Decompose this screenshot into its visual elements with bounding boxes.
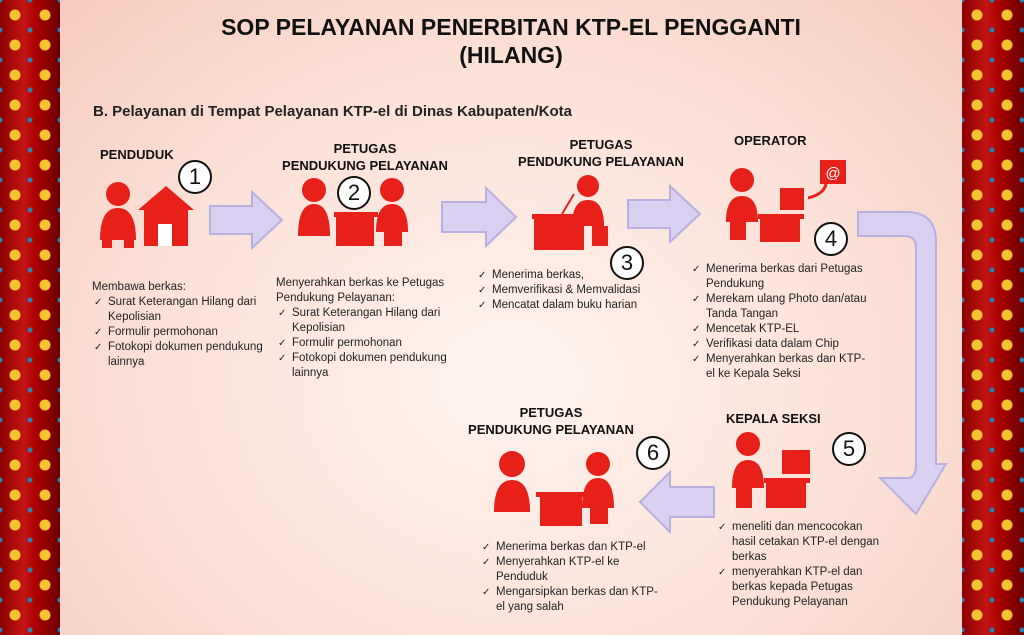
step-6-item: ✓ Mengarsipkan berkas dan KTP-el yang salah: [480, 585, 660, 615]
title-line-1: SOP PELAYANAN PENERBITAN KTP-EL PENGGANTI: [221, 14, 801, 40]
step-5-description: [716, 520, 886, 610]
step-6-item: ✓ Menyerahkan KTP-el ke Penduduk: [480, 555, 660, 585]
section-subtitle: B. Pelayanan di Tempat Pelayanan KTP-el di Dinas Kabupaten/Kota: [93, 103, 573, 120]
step-6-description: [480, 540, 660, 615]
step-1-intro: Membawa berkas:: [92, 281, 186, 293]
step-3-item: ✓ Mencatat dalam buku harian: [476, 298, 656, 313]
step-2-item: ✓ Formulir permohonan: [276, 336, 466, 351]
role-line-1: PETUGAS: [333, 141, 397, 156]
role-line-2: PENDUKUNG PELAYANAN: [468, 422, 634, 437]
step-3-item: ✓ Menerima berkas,: [476, 268, 656, 283]
role-line-2: PENDUKUNG PELAYANAN: [282, 158, 448, 173]
arrow-right-icon: [440, 186, 518, 248]
step-number-5: 5: [832, 432, 866, 466]
title-line-2: (HILANG): [459, 42, 563, 68]
step-4-item: ✓ Mencetak KTP-EL: [690, 322, 870, 337]
svg-text:@: @: [825, 165, 841, 182]
step-3-description: [476, 268, 656, 313]
step-6-item: ✓ Menerima berkas dan KTP-el: [480, 540, 660, 555]
step-4-description: [690, 262, 870, 382]
step-1-item: ✓ Fotokopi dokumen pendukung lainnya: [92, 340, 272, 370]
step-1-item: ✓ Surat Keterangan Hilang dari Kepolisian: [92, 295, 272, 325]
role-petugas-pendukung: [458, 404, 644, 438]
decorative-border-right: [962, 0, 1024, 635]
step-1-item: ✓ Formulir permohonan: [92, 325, 272, 340]
role-kepala-seksi: KEPALA SEKSI: [726, 411, 821, 426]
step-3-item: ✓ Memverifikasi & Memvalidasi: [476, 283, 656, 298]
role-line-2: PENDUKUNG PELAYANAN: [518, 154, 684, 169]
clerk-writing-icon: [532, 174, 622, 254]
resident-house-icon: [96, 180, 200, 250]
step-1-description: [92, 280, 272, 370]
step-4-item: ✓ Menerima berkas dari Petugas Pendukung: [690, 262, 870, 292]
step-number-3: 3: [610, 246, 644, 280]
arrow-right-icon: [208, 190, 284, 250]
role-petugas-pendukung: [508, 136, 694, 170]
slide: [60, 0, 962, 635]
step-4-item: ✓ Merekam ulang Photo dan/atau Tanda Tangan: [690, 292, 870, 322]
step-number-4: 4: [814, 222, 848, 256]
role-penduduk: PENDUDUK: [100, 147, 174, 162]
step-number-2: 2: [337, 176, 371, 210]
step-2-item: ✓ Fotokopi dokumen pendukung lainnya: [276, 351, 466, 381]
step-number-1: 1: [178, 160, 212, 194]
step-5-item: ✓ meneliti dan mencocokan hasil cetakan KTP-el dengan berkas: [716, 520, 886, 565]
role-petugas-pendukung: [272, 140, 458, 174]
section-head-computer-icon: [726, 430, 816, 514]
role-line-1: PETUGAS: [519, 405, 583, 420]
service-desk-icon: [296, 176, 416, 252]
step-4-item: ✓ Menyerahkan berkas dan KTP-el ke Kepala Seksi: [690, 352, 870, 382]
step-4-item: ✓ Verifikasi data dalam Chip: [690, 337, 870, 352]
step-2-item: ✓ Surat Keterangan Hilang dari Kepolisian: [276, 306, 466, 336]
step-2-intro: Menyerahkan berkas ke Petugas Pendukung Pelayanan:: [276, 277, 445, 304]
arrow-left-icon: [638, 470, 716, 534]
arrow-right-icon: [626, 184, 702, 244]
service-desk-icon: [490, 446, 620, 530]
decorative-border-left: [0, 0, 60, 635]
step-5-item: ✓ menyerahkan KTP-el dan berkas kepada Petugas Pendukung Pelayanan: [716, 565, 886, 610]
role-operator: OPERATOR: [734, 133, 807, 148]
step-2-description: [276, 276, 466, 381]
role-line-1: PETUGAS: [569, 137, 633, 152]
step-number-6: 6: [636, 436, 670, 470]
